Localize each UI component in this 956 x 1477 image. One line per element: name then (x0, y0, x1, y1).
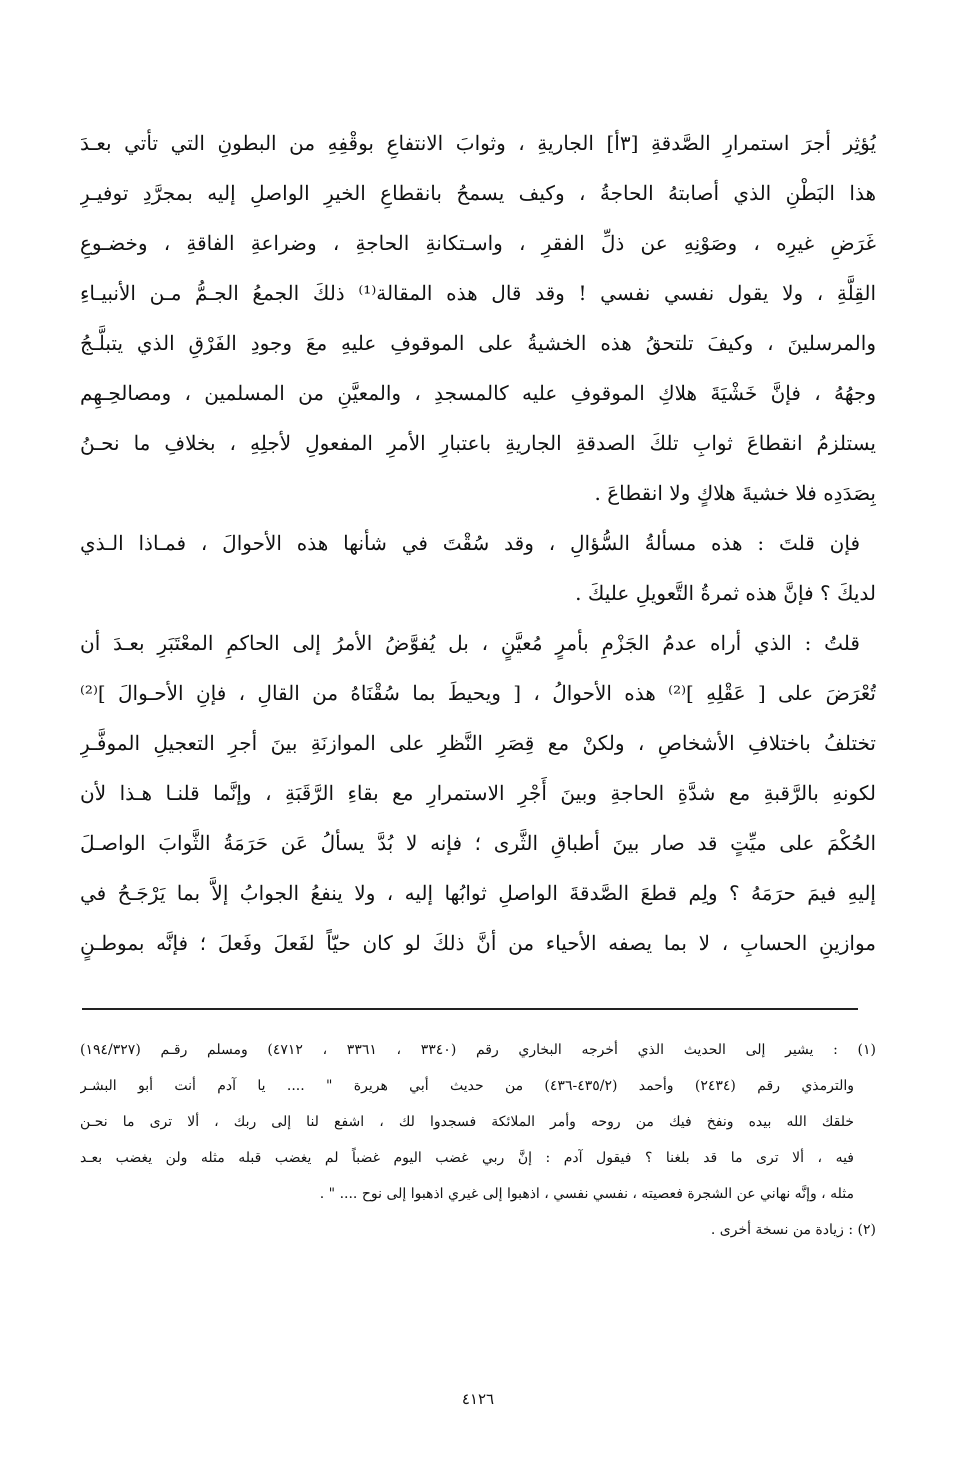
main-text-block (80, 118, 876, 968)
text-line: والمرسلينَ ، وكيفَ تلتحقُ هذه الخشيةُ على الموقوفِ عليهِ معَ وجودِ الفَرْقِ الذي يتبلَّـجُ (80, 331, 876, 355)
footnote-line: مثله ، وإنَّه نهاني عن الشجرة فعصيته ، نفسي نفسي ، اذهبوا إلى غيري اذهبوا إلى نوح .... " . (319, 1186, 854, 1202)
text-line: يُؤثِر أجرَ استمرارِ الصَّدقةِ [٣أ] الجاريةِ ، وثوابَ الانتفاعِ بوقْفِهِ من البطونِ التي تأتي بعـدَ (80, 131, 876, 155)
text-line: إليهِ فيمَ حرَمَهُ ؟ ولِم قطعَ الصَّدقةَ الواصلِ ثوابُها إليه ، ولا ينفعُ الجوابُ إلاَّ بما يَرْجَـحُ في (80, 881, 876, 905)
text-line: موازينِ الحسابِ ، لا بما يصفه الأحياء من أنَّ ذلكَ لو كان حيّاً لفَعلَ وفَعلَ ؛ فإنَّه بموطـنٍ (80, 931, 876, 955)
text-line: يستلزمُ انقطاعَ ثوابِ تلكَ الصدقةِ الجاريةِ باعتبارِ الأمرِ المفعولِ لأجلِهِ ، بخلافِ ما نحـنُ (80, 431, 876, 455)
text-line: فإن قلتَ : هذه مسألةُ السُّؤالِ ، وقد سُقْتَ في شأنها هذه الأحوالَ ، فمـاذا الـذي (80, 531, 860, 555)
text-line: تختلفُ باختلافِ الأشخاصِ ، ولكنْ مع قِصَرِ النَّظرِ على الموازنَةِ بينَ أجرِ التعجيلِ الموفَّـرِ (80, 731, 876, 755)
footnote-line: فيه ، ألا ترى ما قد بلغنا ؟ فيقول آدم : إنَّ ربي غضب اليوم غضباً لم يغضب قبله مثله ولن يغضب بعـد (80, 1150, 854, 1166)
footnote-line: خلقك الله بيده ونفخ فيك من روحه وأمر الملائكة فسجدوا لك ، اشفع لنا إلى ربك ، ألا ترى ما نحـن (80, 1114, 854, 1130)
page-number: ٤١٢٦ (461, 1390, 495, 1408)
text-line: هذا البَطْنِ الذي أصابتهُ الحاجةُ ، وكيف يسمحُ بانقطاعِ الخيرِ الواصلِ إليه بمجرَّدِ توفيـرِ (80, 181, 876, 205)
text-line: بِصَدَدِه فلا خشيةَ هلاكٍ ولا انقطاعَ . (594, 481, 876, 505)
text-line: تُعْرَضَ على [ عَقْلِهِ ]⁽²⁾ هذه الأحوالُ ، [ ويحيطَ بما سُقْنَاهُ من القالِ ، فإنِ الأحـوالَ ]⁽²⁾ (80, 681, 876, 705)
text-line: القِلَّةِ ، ولا يقول نفسي نفسي ! وقد قال هذه المقالة⁽¹⁾ ذلكَ الجمعُ الجـمُّ مـن الأنبيـاءِ (80, 281, 876, 305)
footnotes-block (80, 1032, 876, 1248)
footnote-line: والترمذي رقم (٢٤٣٤) وأحمد (٤٣٥/٢-٤٣٦) من حديث أبي هريرة " .... يا آدم أنت أبو البشـر (80, 1078, 854, 1094)
footnote-line: (٢) : زيادة من نسخة أخرى . (710, 1222, 876, 1238)
footnote-divider (82, 1008, 858, 1010)
text-line: لديكَ ؟ فإنَّ هذه ثمرةُ التَّعويلِ عليكَ . (575, 581, 876, 605)
text-line: غَرَضِ غيرِه ، وصَوْنِهِ عن ذلِّ الفقرِ ، واسـتكانةِ الحاجةِ ، وضراعةِ الفاقةِ ، وخضـوعِ (80, 231, 876, 255)
text-line: قلتُ : الذي أراه عدمُ الجَزْمِ بأمرٍ مُعيَّنٍ ، بل يُفوَّضُ الأمرُ إلى الحاكمِ المعْتَبَرِ بعـدَ أن (80, 631, 860, 655)
text-line: وجهُهُ ، فإنَّ خَشْيَةَ هلاكِ الموقوفِ عليه كالمسجدِ ، والمعيَّنِ من المسلمين ، ومصالحِـهِم (80, 381, 876, 405)
footnote-line: (١) : يشير إلى الحديث الذي أخرجه البخاري رقم (٣٣٤٠ ، ٣٣٦١ ، ٤٧١٢) ومسلم رقـم (١٩٤/٣٢٧) (80, 1042, 876, 1058)
text-line: لكونهِ بالرَّقبةِ مع شدَّةِ الحاجةِ وبينَ أَجْرِ الاستمرارِ مع بقاءِ الرَّقَبَةِ ، وإنَّما قلنـا هـذا لأن (80, 781, 876, 805)
text-line: الحُكْمَ على ميِّتٍ قد صار بينَ أطباقِ الثَّرى ؛ فإنه لا بُدَّ يسألُ عَن حَرَمَةُ الثَّوابَ الواصـلَ (80, 831, 876, 855)
